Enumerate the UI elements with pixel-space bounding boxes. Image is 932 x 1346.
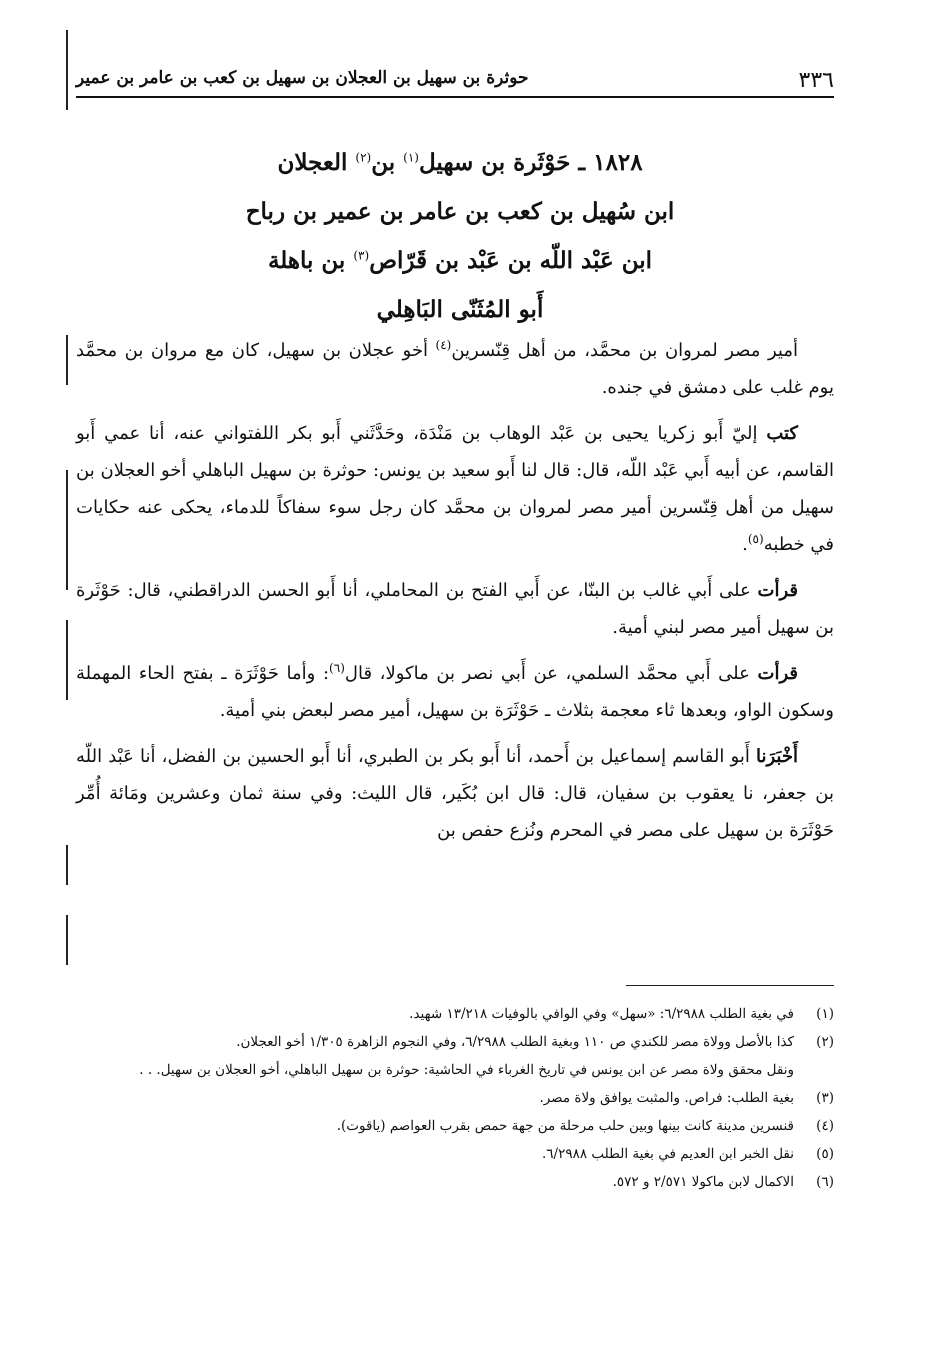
margin-line	[66, 30, 68, 110]
title-line-3: ابن عَبْد اللّه بن عَبْد بن قَرّاص$^{(٣)}$ بن باهلة	[267, 247, 653, 274]
margin-line	[66, 470, 68, 590]
page-number: ٣٣٦	[798, 68, 834, 93]
title-line-1: ١٨٢٨ ـ حَوْثَرة بن سهيل$^{(١)}$ بن$^{(٢)}$ العجلان	[277, 149, 643, 176]
footnote-ref[interactable]: (٣)	[353, 248, 370, 263]
paragraph: أمير مصر لمروان بن محمَّد، من أهل قِنّسرين$^{(٤)}$ أخو عجلان بن سهيل، كان مع مروان بن محمَّد يوم غلب على دمشق في جنده.	[76, 338, 834, 398]
footnote: (١) في بغية الطلب ٦/٢٩٨٨: «سهل» وفي الوافي بالوفيات ١٣/٢١٨ شهيد.	[409, 1006, 834, 1022]
footnote-continuation: ونقل محقق ولاة مصر عن ابن يونس في تاريخ الغرباء في الحاشية: حوثرة بن سهيل الباهلي، أخو العجلان بن سهيل. . .	[139, 1062, 794, 1078]
entry-title	[100, 138, 820, 334]
footnotes	[76, 1000, 834, 1196]
entry-body	[76, 332, 834, 858]
page-header	[76, 66, 834, 98]
margin-line	[66, 335, 68, 385]
margin-line	[66, 620, 68, 700]
footnote-ref[interactable]: (٥)	[747, 532, 764, 546]
paragraph: قرأت على أَبي محمَّد السلمي، عن أَبي نصر بن ماكولا، قال$^{(٦)}$: وأما حَوْثَرَة ـ بفتح الحاء المهملة وسكون الواو، وبعدها ثاء معجمة بثلاث ـ حَوْثَرَة بن سهيل، أمير مصر لبعض بني أمية.	[76, 661, 834, 721]
footnote-ref[interactable]: (٢)	[355, 150, 372, 165]
paragraph: قرأت على أَبي غالب بن البنّا، عن أَبي الفتح بن المحاملي، أنا أَبو الحسن الدراقطني، قال: حَوْثَرة بن سهيل أمير مصر لبني أمية.	[76, 580, 834, 638]
margin-line	[66, 845, 68, 885]
footnote: (٣) بغية الطلب: فراص. والمثبت يوافق ولاة مصر.	[539, 1090, 834, 1106]
footnote: (٤) قنسرين مدينة كانت بينها وبين حلب مرحلة من جهة حمص بقرب العواصم (ياقوت).	[336, 1118, 834, 1134]
footnote: (٦) الاكمال لابن ماكولا ٢/٥٧١ و ٥٧٢.	[612, 1174, 834, 1190]
title-line-4: أَبو المُثَنّى البَاهِلي	[376, 296, 544, 323]
paragraph: كتب إليّ أَبو زكريا يحيى بن عَبْد الوهاب بن مَنْدَة، وحَدَّثَني أَبو بكر اللفتواني عنه، أنا عمي أَبو القاسم، عن أبيه أَبي عَبْد اللّه، قال: قال لنا أَبو سعيد بن يونس: حوثرة بن سهيل الباهلي أخو العجلان بن سهيل من أهل قِنّسرين أمير مصر لمروان بن محمَّد كان رجل سوء سفاكاً للدماء، يحكى عنه حكايات في خطبه$^{(٥)}$.	[76, 423, 834, 555]
margin-line	[66, 915, 68, 965]
footnote-ref[interactable]: (٤)	[435, 338, 452, 352]
footnote-ref[interactable]: (١)	[403, 150, 419, 165]
running-title: حوثرة بن سهيل بن العجلان بن سهيل بن كعب بن عامر بن عمير	[76, 68, 529, 88]
footnote: (٥) نقل الخبر ابن العديم في بغية الطلب ٦/٢٩٨٨.	[542, 1146, 834, 1162]
paragraph: أَخْبَرَنا أَبو القاسم إسماعيل بن أَحمد، أنا أَبو بكر بن الطبري، أنا أَبو الحسين بن الفضل، أنا عَبْد اللّه بن جعفر، نا يعقوب بن سفيان، قال: قال ابن بُكَير، قال الليث: وفي سنة ثمان وعشرين ومَائة أُمِّر حَوْثَرَة بن سهيل على مصر في المحرم ونُزع حفص بن	[76, 746, 834, 841]
footnote: (٢) كذا بالأصل وولاة مصر للكندي ص ١١٠ وبغية الطلب ٦/٢٩٨٨، وفي النجوم الزاهرة ١/٣٠٥ أخو العجلان.	[236, 1034, 834, 1050]
footnote-separator	[626, 985, 834, 986]
footnote-ref[interactable]: (٦)	[329, 661, 345, 675]
title-line-2: ابن سُهيل بن كعب بن عامر بن عمير بن رباح	[245, 198, 675, 225]
